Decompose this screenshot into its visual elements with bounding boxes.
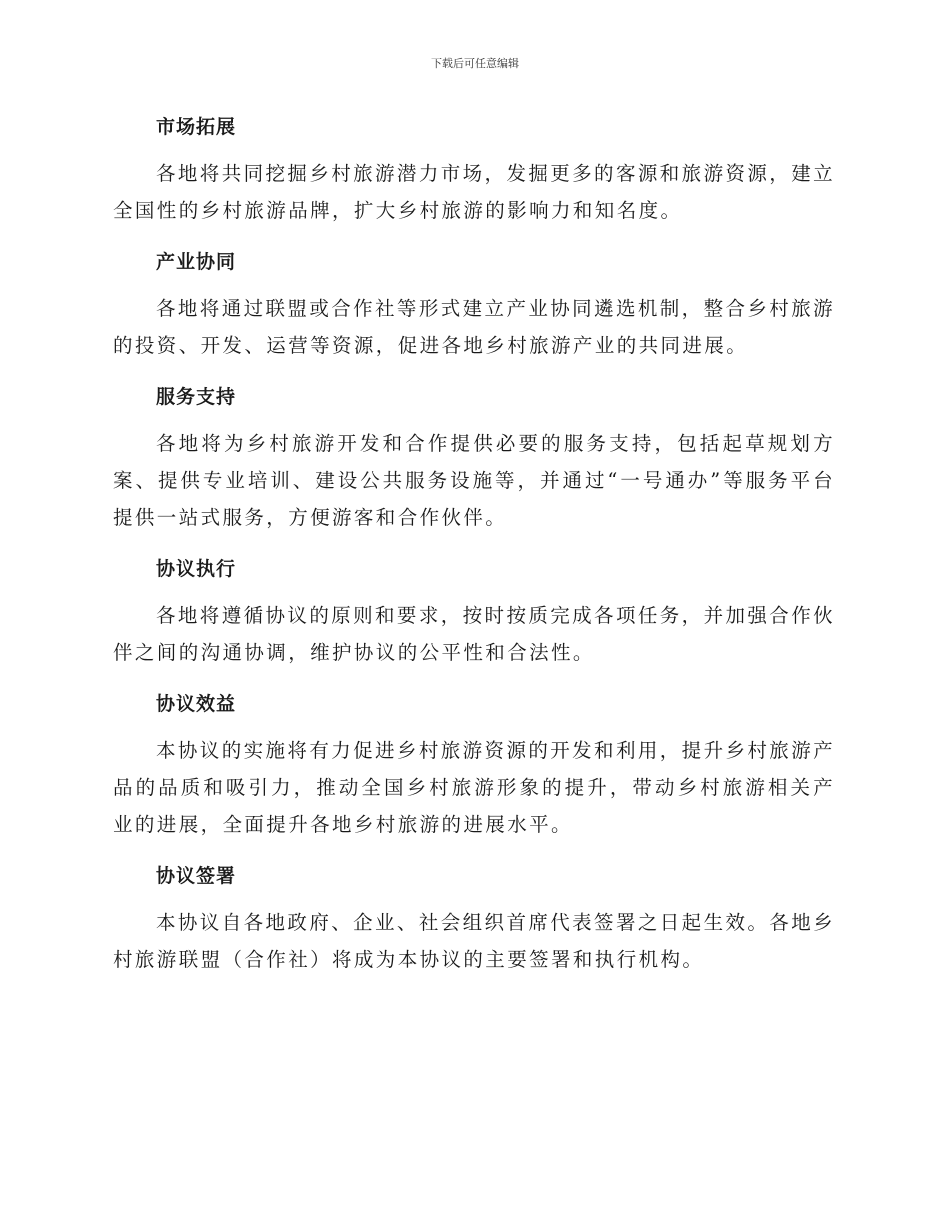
- section-agreement-signing: [113, 857, 835, 978]
- section-title: 协议效益: [156, 693, 237, 715]
- section-service-support: [113, 378, 835, 536]
- section-title: 协议执行: [156, 558, 237, 580]
- section-title: 服务支持: [156, 386, 237, 408]
- section-agreement-execution: [113, 550, 835, 671]
- section-body: 各地将共同挖掘乡村旅游潜力市场，发掘更多的客源和旅游资源，建立全国性的乡村旅游品牌，扩大乡村旅游的影响力和知名度。: [113, 162, 835, 222]
- section-body: 各地将遵循协议的原则和要求，按时按质完成各项任务，并加强合作伙伴之间的沟通协调，维护协议的公平性和合法性。: [113, 604, 835, 664]
- section-body: 各地将为乡村旅游开发和合作提供必要的服务支持，包括起草规划方案、提供专业培训、建设公共服务设施等，并通过“一号通办”等服务平台提供一站式服务，方便游客和合作伙伴。: [113, 432, 835, 529]
- section-title: 产业协同: [156, 251, 237, 273]
- section-agreement-benefits: [113, 685, 835, 843]
- section-body: 本协议自各地政府、企业、社会组织首席代表签署之日起生效。各地乡村旅游联盟（合作社）将成为本协议的主要签署和执行机构。: [113, 911, 835, 971]
- section-body: 各地将通过联盟或合作社等形式建立产业协同遴选机制，整合乡村旅游的投资、开发、运营等资源，促进各地乡村旅游产业的共同进展。: [113, 297, 835, 357]
- section-market-expansion: [113, 108, 835, 229]
- document-content: [113, 108, 835, 992]
- section-industry-synergy: [113, 243, 835, 364]
- section-title: 协议签署: [156, 865, 237, 887]
- section-body: 本协议的实施将有力促进乡村旅游资源的开发和利用，提升乡村旅游产品的品质和吸引力，推动全国乡村旅游形象的提升，带动乡村旅游相关产业的进展，全面提升各地乡村旅游的进展水平。: [113, 739, 835, 836]
- section-title: 市场拓展: [156, 116, 237, 138]
- page-header: 下载后可任意编辑: [431, 57, 519, 70]
